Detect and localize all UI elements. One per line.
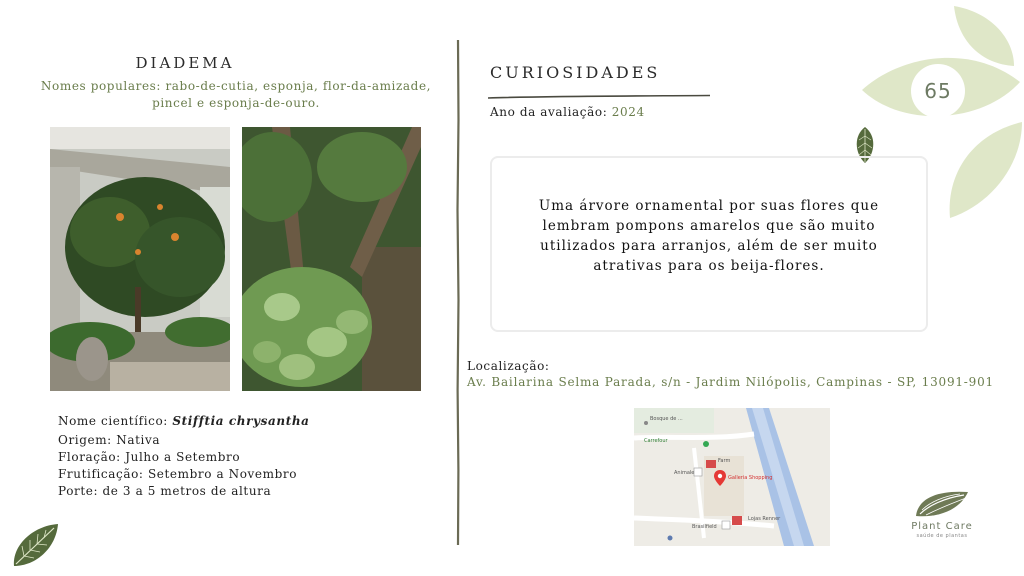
flowering: Floração: Julho a Setembro bbox=[58, 450, 241, 464]
plant-photo-2 bbox=[242, 127, 421, 391]
map-label: Farm bbox=[718, 458, 731, 464]
leaf-icon bbox=[10, 522, 60, 568]
map-label: Carrefour bbox=[644, 438, 668, 444]
map-label: Galleria Shopping bbox=[728, 475, 773, 481]
column-divider bbox=[456, 40, 460, 545]
curiosities-heading: CURIOSIDADES bbox=[490, 63, 661, 82]
year-label: Ano da avaliação: bbox=[490, 105, 608, 119]
brand-logo bbox=[914, 488, 970, 518]
brand-tagline: saúde de plantas bbox=[916, 533, 968, 539]
plant-title: DIADEMA bbox=[135, 54, 235, 72]
year-value: 2024 bbox=[611, 105, 645, 119]
map-label: Bosque de ... bbox=[650, 416, 683, 422]
scientific-name-label: Nome científico: bbox=[58, 414, 168, 428]
plant-photo-1 bbox=[50, 127, 230, 391]
evaluation-year bbox=[490, 105, 645, 119]
brand-name: Plant Care bbox=[911, 521, 973, 532]
location-map[interactable] bbox=[634, 408, 830, 546]
origin: Origem: Nativa bbox=[58, 433, 161, 447]
map-pin-icon bbox=[714, 470, 726, 486]
popular-names: Nomes populares: rabo-de-cutia, esponja, flor-da-amizade, pincel e esponja-de-ouro. bbox=[40, 79, 432, 110]
curiosity-text: Uma árvore ornamental por suas flores que lembram pompons amarelos que são muito utilizados para arranjos, além de ser muito atrativas para os beija-flores. bbox=[538, 198, 880, 274]
heading-underline bbox=[488, 85, 712, 91]
fruiting: Frutificação: Setembro a Novembro bbox=[58, 467, 298, 481]
plant-size: Porte: de 3 a 5 metros de altura bbox=[58, 484, 272, 498]
map-label: Animale bbox=[674, 470, 695, 476]
map-label: Brasilfield bbox=[692, 524, 717, 530]
location-label: Localização: bbox=[467, 359, 550, 373]
page-number: 65 bbox=[911, 64, 965, 118]
location-address: Av. Bailarina Selma Parada, s/n - Jardim Nilópolis, Campinas - SP, 13091-901 bbox=[467, 375, 994, 389]
scientific-name: Stifftia chrysantha bbox=[172, 414, 310, 428]
map-label: Lojas Renner bbox=[748, 516, 781, 522]
scientific-name-row bbox=[58, 414, 378, 428]
